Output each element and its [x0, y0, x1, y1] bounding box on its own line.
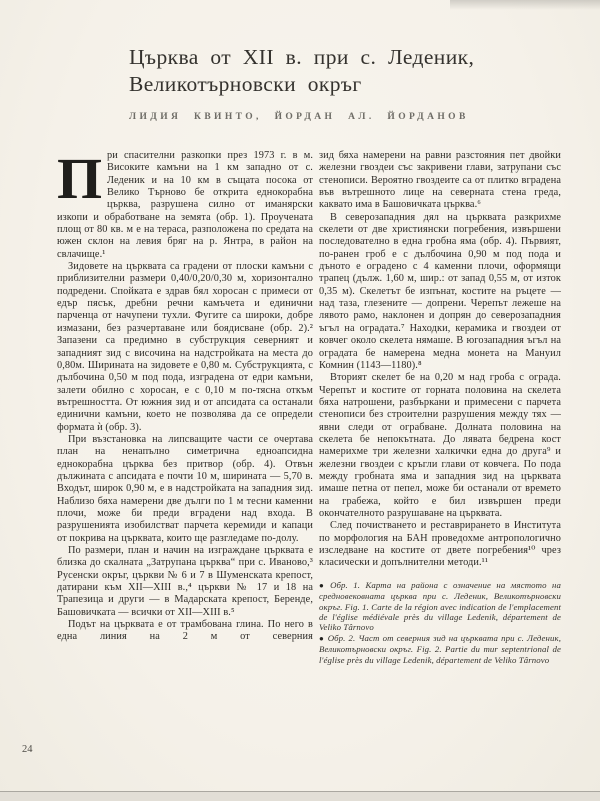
figure-caption-2-text: Обр. 2. Част от северния зид на църквата при с. Леденик, Великотърновски окръг. Fig. 2. Partie du mur septentrional de l'église près du village Ledenik, département de Veliko Târnovo — [319, 632, 562, 665]
figure-caption-1-text: Обр. 1. Карта на района с означение на мястото на средновековната църква при с. Леденик, Великотърновски окръг. Fig. 1. Carte de la région avec indication de l'emplacement de l'église médiévale près du village Ledenik, département de Veliko Târnovo — [319, 579, 561, 633]
article-title — [129, 44, 474, 97]
drop-cap-letter: П — [57, 146, 103, 211]
bullet-icon: ● — [319, 633, 325, 643]
article-title-line-2: Великотърновски окръг — [129, 71, 362, 96]
page-number: 24 — [22, 744, 33, 755]
scan-edge-shadow — [450, 0, 600, 10]
bullet-icon: ● — [319, 580, 328, 590]
figure-captions — [319, 580, 561, 665]
authors-line: ЛИДИЯ КВИНТО, ЙОРДАН АЛ. ЙОРДАНОВ — [129, 112, 469, 122]
paragraph: По размери, план и начин на изграждане църквата е близка до скалната „Затрупана църква“ при с. Иваново,³ Русенски окръг, църкви № 6 и 7 в Шуменската крепост, датирани към XII—XIII в.,⁴ църкви № 17 и 18 на Трапезица и други — в Мадарската крепост, Беренде, Башовичката — всички от XII—XIII в.⁵ — [57, 545, 313, 618]
paragraph: Зидовете на църквата са градени от плоски камъни с приблизителни размери 0,40/0,20/0,30 м, хоризонтално подредени. Спойката е здрав бял хоросан с примеси от едър пясък, дребни речни камъчета и единични парченца от начупени тухли. Фугите са широки, добре измазани, без разчертаване или боядисване (обр. 2).² Запазени са предимно в субструкция северният и западният зид с височина на надстройката на места до 0,80м. Ширината на зидовете е 0,80 м. Субструкцията, с дълбочина 0,50 м под пода, изградена от едри камъни, залети обилно с хоросан, е с 0,10 м по-тясна откъм вътрешността. От южния зид и от апсидата са останали единични камъни, което не позволява да се определи формата ѝ (обр. 3). — [57, 261, 313, 433]
paragraph-text: ри спасителни разкопки през 1973 г. в м. Високите камъни на 1 км западно от с. Леденик и на 10 км в същата посока от Велико Търново бе открита еднокорабна църква, разрушена силно от иманярски изкопи и обработване на земята (обр. 1). Проучената площ от 80 кв. м е на тераса, разположена по средата на южен склон на левия бряг на р. Янтра, в район на свлачище.¹ — [57, 150, 313, 260]
paragraph: При възстановка на липсващите части се очертава план на ненапълно симетрична едноапсидна еднокорабна църква без притвор (обр. 4). Отвън дължината с апсидата е почти 10 м, ширината — 5,70 в. Входът, широк 0,90 м, е в надстройката на западния зид. Наблизо бяха намерени две дълги по 1 м тесни каменни плочи, може би преди вградени над входа. В разрушенията изобилстват парчета керемиди и капаци от покрива на църквата, които ще разгледаме по-долу. — [57, 433, 313, 544]
paragraph-continued-from-left: зид бяха намерени на равни разстояния пет двойки железни гвоздеи със закривени глави, затрупани със стенописи. Вероятно гвоздеите са от плитко вградена във вътрешното лице на северната стена греда, каквато има в Башовичката църква.⁶ — [319, 150, 561, 211]
figure-caption-1 — [319, 580, 561, 633]
text-column-left — [57, 146, 313, 644]
paragraph: След почистването и реставрирането в Института по морфология на БАН проведохме антропологично изследване на костите от двете погребения¹⁰ чрез класически и допълнителни методи.¹¹ — [319, 520, 561, 569]
paragraph: Вторият скелет бе на 0,20 м над гроба с ограда. Черепът и костите от горната половина на скелета бяха натрошени, разбъркани и примесени с парчета стенописи без строителни разрушения между тях — явни следи от ограбване. Долната половина на скелета бе непокътната. До лявата бедрена кост намерихме три железни халкички една до друга⁹ и железни гвоздеи с кръгли глави от ковчега. По пода между гробната яма и западния зид на църквата имаше петна от пепел, може би останали от времето на грабежа, който е бил извършен преди окончателното разрушаване на църквата. — [319, 372, 561, 519]
figure-caption-2 — [319, 633, 561, 665]
paragraph: В северозападния дял на църквата разкрихме скелети от две християнски погребения, извършени последователно в една гробна яма (обр. 4). Първият, по-ранен гроб е с дълбочина 0,90 м под пода и дъното е оградено с 4 каменни плочи, оформящи трапец (дълж. 1,60 м, шир.: от запад 0,55 м, от изток 0,35 м). Скелетът бе изпънат, костите на ръцете — над таза, глезените — допрени. Черепът лежеше на лявото рамо, наклонен и допрян до северозападния ъгъл на оградата.⁷ Находки, керамика и гвоздеи от ковчег около скелета нямаше. В югозападния ъгъл на оградата бе намерена медна монета на Мануил Комнин (1143—1180).⁸ — [319, 211, 561, 371]
article-title-line-1: Църква от XII в. при с. Леденик, — [129, 45, 475, 69]
paragraph-continues-next-column: Подът на църквата е от трамбована глина. По него в една линия на 2 м от северния — [57, 619, 313, 643]
text-column-right — [319, 150, 561, 665]
paragraph-opening — [57, 146, 313, 261]
